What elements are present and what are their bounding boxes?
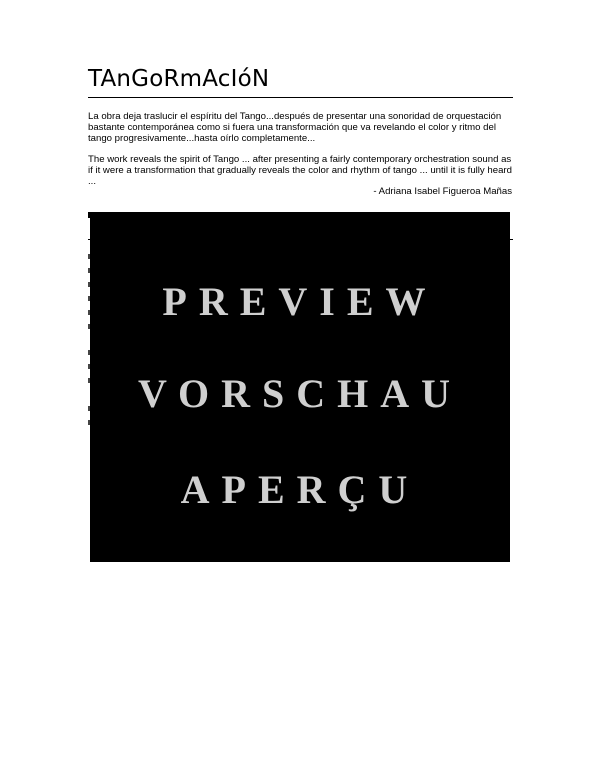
- attribution: - Adriana Isabel Figueroa Mañas: [373, 186, 512, 197]
- title-divider: [88, 97, 513, 98]
- page-title: TAnGoRmAcIóN: [88, 66, 270, 92]
- preview-overlay: [90, 212, 510, 562]
- description-spanish: La obra deja traslucir el espíritu del Tango...después de presentar una sonoridad de orquestación bastante contemporánea como si fuera una transformación que va revelando el color y ritmo del tango progresivamente...hasta oírlo completamente...: [88, 111, 502, 144]
- watermark-preview: PREVIEW: [162, 279, 438, 324]
- description-english: The work reveals the spirit of Tango ... after presenting a fairly contemporary orchestration sound as if it were a transformation that gradually reveals the color and rhythm of tango ... until it is fully heard ...: [88, 154, 512, 187]
- watermark-apercu: APERÇU: [180, 467, 420, 512]
- watermark-vorschau: VORSCHAU: [137, 371, 463, 416]
